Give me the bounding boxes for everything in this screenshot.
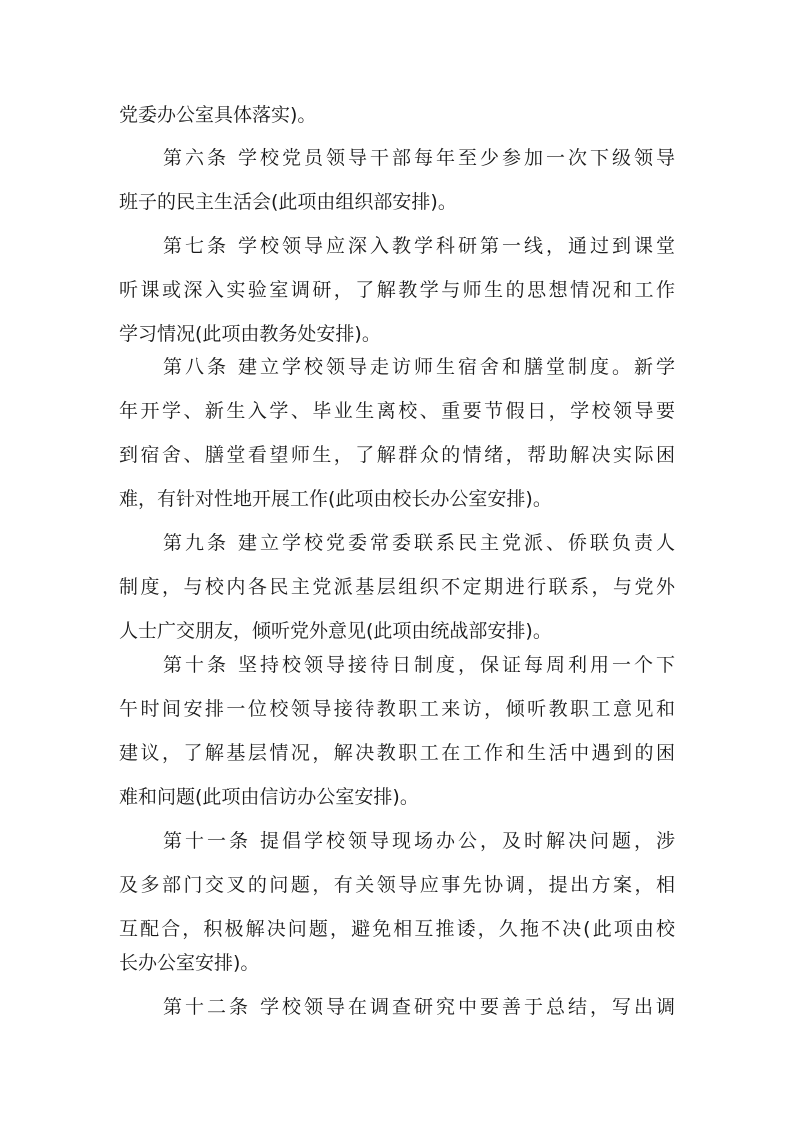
text-line: 午时间安排一位校领导接待教职工来访，倾听教职工意见和 <box>119 698 675 720</box>
text-line: 班子的民主生活会(此项由组织部安排)。 <box>119 191 457 213</box>
article-11-heading-line: 第十一条 提倡学校领导现场办公，及时解决问题，涉 <box>163 830 675 852</box>
article-7-heading-line: 第七条 学校领导应深入教学科研第一线，通过到课堂 <box>163 235 675 257</box>
text-line: 互配合，积极解决问题，避免相互推诿，久拖不决(此项由校 <box>119 918 675 940</box>
article-6-heading-line: 第六条 学校党员领导干部每年至少参加一次下级领导 <box>163 147 675 169</box>
article-9-heading-line: 第九条 建立学校党委常委联系民主党派、侨联负责人 <box>163 532 675 554</box>
text-line: 制度，与校内各民主党派基层组织不定期进行联系，与党外 <box>119 576 675 598</box>
article-12-heading-line: 第十二条 学校领导在调查研究中要善于总结，写出调 <box>163 996 675 1018</box>
text-line: 到宿舍、膳堂看望师生，了解群众的情绪，帮助解决实际困 <box>119 444 675 466</box>
article-10-heading-line: 第十条 坚持校领导接待日制度，保证每周利用一个下 <box>163 654 675 676</box>
text-line: 学习情况(此项由教务处安排)。 <box>119 323 381 345</box>
text-line: 年开学、新生入学、毕业生离校、重要节假日，学校领导要 <box>119 400 675 422</box>
text-line: 听课或深入实验室调研，了解教学与师生的思想情况和工作 <box>119 279 675 301</box>
text-line: 难，有针对性地开展工作(此项由校长办公室安排)。 <box>119 488 552 510</box>
text-line: 及多部门交叉的问题，有关领导应事先协调，提出方案，相 <box>119 874 675 896</box>
text-line: 难和问题(此项由信访办公室安排)。 <box>119 786 419 808</box>
text-line: 长办公室安排)。 <box>119 952 260 974</box>
article-8-heading-line: 第八条 建立学校领导走访师生宿舍和膳堂制度。新学 <box>163 356 675 378</box>
text-line: 人士广交朋友，倾听党外意见(此项由统战部安排)。 <box>119 620 552 642</box>
text-line: 党委办公室具体落实)。 <box>119 104 317 126</box>
text-line: 建议，了解基层情况，解决教职工在工作和生活中遇到的困 <box>119 742 675 764</box>
